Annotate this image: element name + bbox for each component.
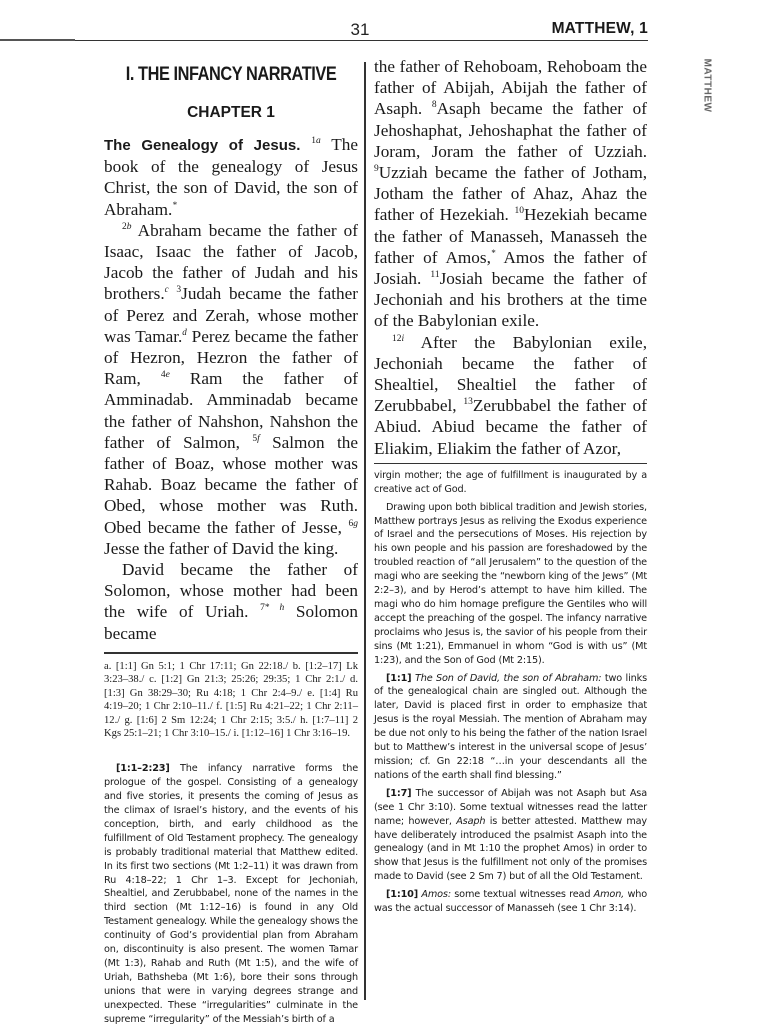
crossref-marker[interactable]: d	[182, 326, 187, 337]
footnote-ref[interactable]: [1:1–2:23]	[116, 763, 170, 775]
verse-text: After the Babylonian exile, Jechoniah became the father of Shealtiel, Shealtiel the father of Zerubbabel,	[374, 332, 647, 416]
verse-text: Josiah became the father of Jechoniah and his brothers at the time of the Babylonian exile.	[374, 269, 647, 331]
thumb-tab-label: MATTHEW	[701, 58, 713, 113]
left-column	[104, 60, 358, 1031]
verse-number: 12i	[392, 333, 405, 344]
cross-references: a. [1:1] Gn 5:1; 1 Chr 17:11; Gn 22:18./ b. [1:2–17] Lk 3:23–38./ c. [1:2] Gn 21:3; 25:26; 29:35; 1 Chr 2:1./ d. [1:3] Gn 38:29–30; Ru 4:18; 1 Chr 2:4–9./ e. [1:4] Ru 4:19–20; 1 Chr 2:10–11./ f. [1:5] Ru 4:21–22; 1 Chr 2:11–12./ g. [1:6] 2 Sm 12:24; 1 Chr 2:15; 3:5./ h. [1:7–11] 2 Kgs 25:1–21; 1 Chr 3:10–15./ i. [1:12–16] 1 Chr 3:16–19.	[104, 660, 358, 739]
paragraph	[374, 56, 647, 332]
verse-text: Judah became the father of Perez and Zerah, whose mother was Tamar.	[104, 284, 358, 346]
thumb-tab	[690, 60, 720, 120]
verse-number: 7* h	[260, 603, 285, 614]
verse-text: Solomon became	[104, 602, 358, 643]
footnote-continued: virgin mother; the age of fulfillment is inaugurated by a creative act of God.	[374, 469, 647, 495]
verse-number: 1a	[311, 136, 321, 146]
footnote: [1:10] Amos: some textual witnesses read Amon, who was the actual successor of Manasseh (see 1 Chr 3:14).	[374, 889, 647, 915]
verse-text: Amos the father of Josiah.	[374, 247, 647, 289]
footnotes-right	[374, 469, 647, 916]
verse-text: Jesse the father of David the king.	[104, 538, 339, 558]
verse-number: 4e	[160, 370, 170, 381]
paragraph	[374, 332, 647, 459]
footnote: [1:1–2:23] The infancy narrative forms the prologue of the gospel. Consisting of a genealogy and five stories, it presents the coming of Jesus as the climax of Israel’s history, and the events of his conception, birth, and early childhood as the fulfillment of Old Testament prophecy. The genealogy is probably traditional material that Matthew edited. In its first two sections (Mt 1:2–11) it was drawn from Ru 4:18–22; 1 Chr 1–3. Except for Jechoniah, Shealtiel, and Zerubbabel, none of the names in the third section (Mt 1:12–16) is found in any Old Testament genealogy. While the genealogy shows the continuity of God’s providential plan from Abraham on, discontinuity is also present. The women Tamar (Mt 1:3), Rahab and Ruth (Mt 1:5), and the wife of Uriah, Bathsheba (Mt 1:6), bore their sons through unions that were in varying degrees strange and unexpected. These “irregularities” culminate in the supreme “irregularity” of the Messiah’s birth of a	[104, 763, 358, 1025]
verse-text: the father of Rehoboam, Rehoboam the father of Abijah, Abijah the father of Asaph.	[374, 57, 647, 119]
running-head: MATTHEW, 1	[551, 20, 648, 37]
verse-text: Hezekiah became the father of Manasseh, Manasseh the father of Amos,	[374, 205, 648, 267]
right-column	[374, 56, 647, 920]
verse-text: Asaph became the father of Jehoshaphat, Jehoshaphat the father of Joram, Joram the father of Uzziah.	[374, 99, 647, 161]
verse-number: 8	[431, 100, 437, 111]
verse-text: David became the father of Solomon, whose mother had been the wife of Uriah.	[104, 560, 358, 622]
column-divider	[364, 62, 366, 1000]
verse-number: 5f	[252, 433, 260, 444]
scripture-text-right	[374, 56, 647, 459]
note-marker[interactable]: *	[490, 247, 496, 258]
crossref-rule	[104, 652, 358, 654]
verse-text: Uzziah became the father of Jotham, Jotham the father of Ahaz, Ahaz the father of Hezekiah.	[374, 163, 647, 225]
footnote-rule	[374, 463, 647, 464]
verse-number: 9	[374, 164, 379, 175]
verse-number: 10	[514, 206, 524, 217]
page-number: 31	[350, 20, 370, 39]
footnote-lemma: Amos:	[421, 889, 451, 901]
crossref-marker[interactable]: c	[164, 284, 169, 295]
verse-text: Zerubbabel the father of Abiud. Abiud became the father of Eliakim, Eliakim the father of Azor,	[374, 396, 647, 458]
note-marker[interactable]: *	[172, 199, 177, 210]
section-title: I. THE INFANCY NARRATIVE	[125, 64, 337, 85]
paragraph-genealogy	[104, 134, 358, 220]
footnote: Drawing upon both biblical tradition and Jewish stories, Matthew portrays Jesus as reliving the Exodus experience of Israel and the persecutions of Moses. His rejection by his own people and his passion are foreshadowed by the troubled reaction of “all Jerusalem” to the question of the magi who are seeking the “newborn king of the Jews” (Mt 2:2–3), and by Herod’s attempt to have him killed. The magi who do him homage prefigure the Gentiles who will accept the preaching of the gospel. The infancy narrative proclaims who Jesus is, the savior of his people from their sins (Mt 1:21), Emmanuel in whom “God is with us” (Mt 1:23), and the Son of God (Mt 2:15).	[374, 501, 647, 666]
footnotes-left	[104, 762, 358, 1026]
verse-number: 11	[430, 270, 440, 281]
footnote-ref[interactable]: [1:10]	[386, 889, 419, 901]
header-rule-accent	[0, 39, 75, 41]
pericope-title: The Genealogy of Jesus.	[104, 137, 301, 154]
scripture-text-left	[104, 134, 358, 644]
footnote-lemma: The Son of David, the son of Abraham:	[414, 672, 602, 684]
verse-number: 3	[176, 285, 182, 296]
footnote: [1:7] The successor of Abijah was not Asaph but Asa (see 1 Chr 3:10). Some textual witnesses read the latter name; however, Asaph is better attested. Matthew may have deliberately introduced the psalmist Asaph into the genealogy (and in Mt 1:10 the prophet Amos) in order to show that Jesus is the fulfillment not only of the promises made to David (see 2 Sm 7) but of all the Old Testament.	[374, 787, 647, 883]
verse-number: 13	[463, 397, 473, 408]
verse-number: 2b	[122, 221, 132, 232]
verse-text: The book of the genealogy of Jesus Christ, the son of David, the son of Abraham.	[104, 135, 359, 219]
header-rule	[0, 40, 648, 41]
verse-text: Abraham became the father of Isaac, Isaac the father of Jacob, Jacob the father of Judah and his brothers.	[104, 220, 358, 304]
footnote-ref[interactable]: [1:7]	[386, 787, 412, 799]
verse-text: Ram the father of Amminadab. Amminadab became the father of Nahshon, Nahshon the father of Salmon,	[104, 369, 358, 452]
footnote-ref[interactable]: [1:1]	[386, 672, 412, 684]
verse-text: Perez became the father of Hezron, Hezron the father of Ram,	[104, 326, 359, 389]
verse-number: 6g	[348, 518, 358, 529]
chapter-title: CHAPTER 1	[187, 104, 275, 121]
verse-text: Salmon the father of Boaz, whose mother was Rahab. Boaz became the father of Obed, whose mother was Ruth. Obed became the father of Jesse,	[104, 432, 358, 537]
footnote: [1:1] The Son of David, the son of Abraham: two links of the genealogical chain are singled out. Although the later, David is placed first in order to emphasize that Jesus is the royal Messiah. The mention of Abraham may be due not only to his being the father of the nation Israel but to Matthew’s interest in the universal scope of Jesus’ mission; cf. Gn 22:18 “…in your descendants all the nations of the earth shall find blessing.”	[374, 672, 647, 781]
paragraph	[104, 559, 358, 644]
paragraph	[104, 220, 358, 559]
